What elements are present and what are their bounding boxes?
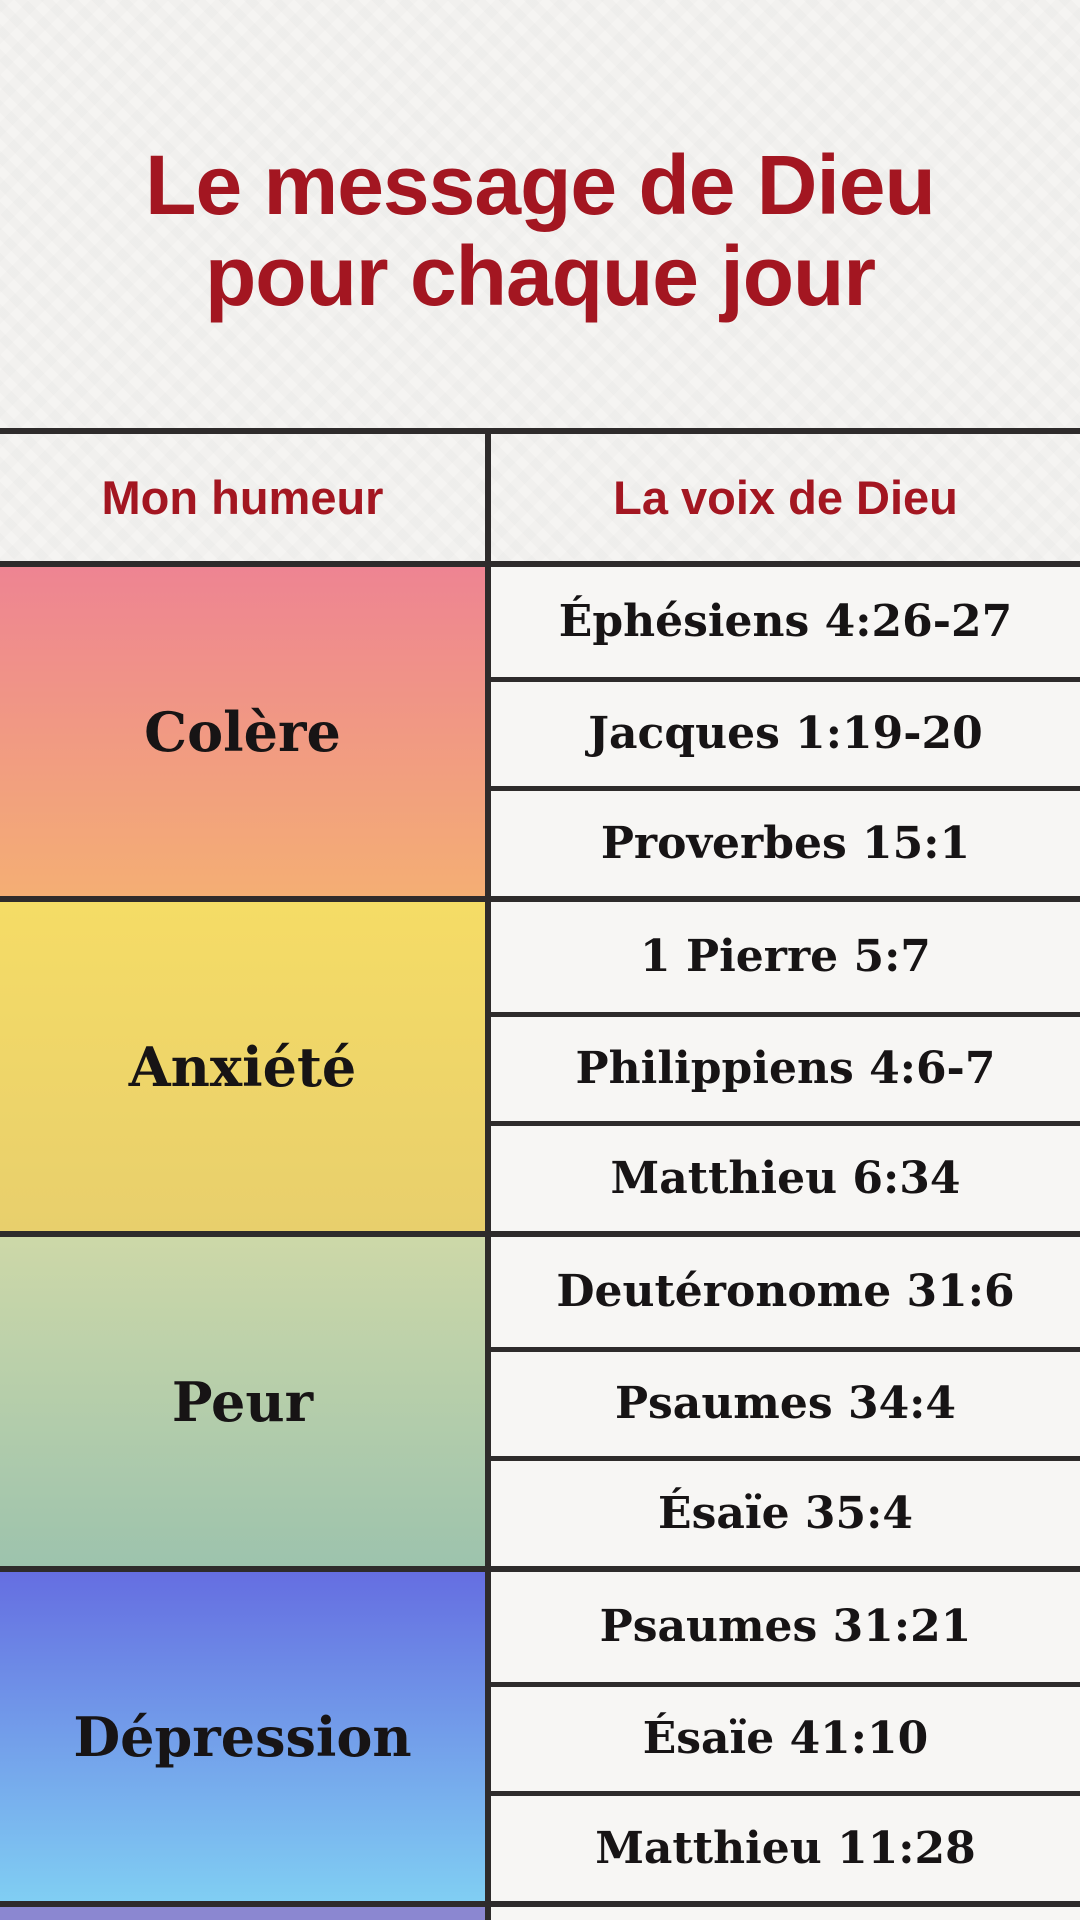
page-title (0, 140, 1080, 321)
mood-label: Dépression (0, 1572, 485, 1901)
verse-reference: 1 Pierre 5:7 (640, 931, 931, 983)
verse-reference: Jacques 1:19-20 (491, 677, 1080, 787)
verse-reference: Ésaïe 35:4 (491, 1456, 1080, 1566)
partial-next-row (0, 1901, 1080, 1920)
mood-label: Peur (0, 1237, 485, 1566)
verse-reference: Proverbes 15:1 (491, 786, 1080, 896)
partial-next-mood-cell (0, 1907, 485, 1920)
verse-reference: Matthieu 11:28 (491, 1791, 1080, 1901)
table-row (0, 1566, 1080, 1901)
table-row (0, 896, 1080, 1231)
verse-reference: Deutéronome 31:6 (556, 1266, 1015, 1318)
verse-reference: Matthieu 6:34 (491, 1121, 1080, 1231)
mood-label: Anxiété (0, 902, 485, 1231)
mood-label: Colère (0, 567, 485, 896)
verse-reference: Psaumes 31:21 (599, 1601, 972, 1653)
verse-list (491, 1237, 1080, 1566)
verse-reference: Éphésiens 4:26-27 (558, 596, 1013, 648)
table-row (0, 561, 1080, 896)
verse-list (491, 1572, 1080, 1901)
verse-reference: Philippiens 4:6-7 (491, 1012, 1080, 1122)
table-header-row (0, 434, 1080, 561)
column-header-mood: Mon humeur (101, 471, 384, 524)
verse-list (491, 902, 1080, 1231)
page-title-line1: Le message de Dieu (145, 138, 935, 232)
verse-reference: Psaumes 34:4 (491, 1347, 1080, 1457)
mood-verse-table (0, 428, 1080, 1920)
verse-list (491, 567, 1080, 896)
verse-reference: Ésaïe 41:10 (491, 1682, 1080, 1792)
column-header-voice: La voix de Dieu (613, 471, 958, 524)
partial-next-verse-cell (491, 1907, 1080, 1920)
table-row (0, 1231, 1080, 1566)
page-title-line2: pour chaque jour (204, 228, 876, 323)
table-body (0, 561, 1080, 1901)
